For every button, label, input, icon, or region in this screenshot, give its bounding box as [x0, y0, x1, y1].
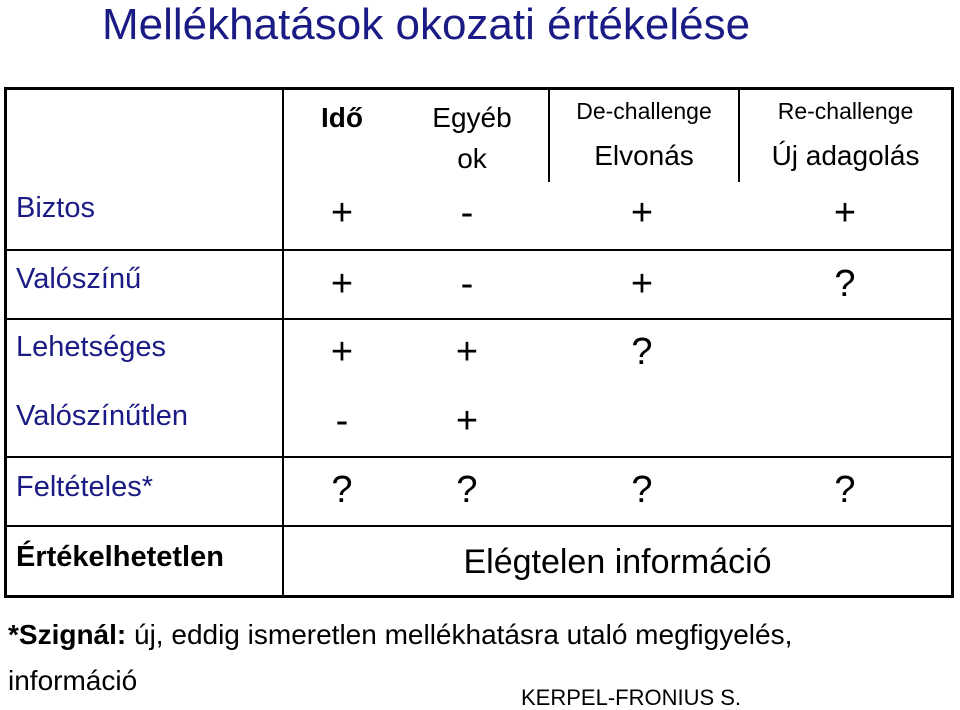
row-label-valoszinu: Valószínű: [16, 263, 142, 295]
footnote-line2: információ: [8, 665, 138, 696]
cell-valoszinu-rechallenge: ?: [834, 263, 856, 305]
header-egyeb-line1: Egyéb: [432, 102, 512, 133]
header-ido: Idő: [321, 102, 363, 133]
header-egyeb-line2: ok: [457, 143, 487, 174]
row-divider: [7, 525, 951, 527]
cell-valoszinutlen-ido: -: [335, 400, 349, 442]
row-divider: [7, 318, 951, 320]
cell-ertekelhetetlen-merged: Elégtelen információ: [463, 543, 772, 581]
cell-lehetseges-dechallenge: ?: [631, 331, 653, 373]
header-rechallenge-top: Re-challenge: [777, 98, 914, 124]
row-label-ertekelhetetlen: Értékelhetetlen: [16, 541, 224, 573]
cell-biztos-rechallenge: +: [833, 192, 857, 234]
row-label-lehetseges: Lehetséges: [16, 331, 166, 363]
cell-biztos-ido: +: [330, 192, 354, 234]
row-divider: [7, 456, 951, 458]
cell-biztos-egyeb: -: [460, 192, 474, 234]
cell-biztos-dechallenge: +: [630, 192, 654, 234]
cell-felteteles-rechallenge: ?: [834, 469, 856, 511]
footnote-line1: [8, 612, 958, 658]
row-label-felteteles: Feltételes*: [16, 471, 154, 503]
row-label-valoszinutlen: Valószínűtlen: [16, 400, 188, 432]
col-divider: [282, 90, 284, 595]
header-dechallenge-bottom: Elvonás: [594, 140, 694, 171]
footnote-prefix: *Szignál:: [8, 619, 127, 650]
page-title: Mellékhatások okozati értékelése: [102, 0, 751, 49]
causality-table: [4, 87, 954, 598]
cell-felteteles-dechallenge: ?: [631, 469, 653, 511]
header-rechallenge-bottom: Új adagolás: [771, 140, 920, 171]
cell-valoszinu-dechallenge: +: [630, 263, 654, 305]
row-label-biztos: Biztos: [16, 192, 95, 224]
header-dechallenge-top: De-challenge: [576, 98, 712, 124]
footnote: [8, 612, 958, 704]
author-credit: KERPEL-FRONIUS S.: [521, 685, 742, 710]
row-divider: [7, 249, 951, 251]
cell-valoszinu-ido: +: [330, 263, 354, 305]
footnote-text: új, eddig ismeretlen mellékhatásra utaló megfigyelés,: [126, 619, 793, 650]
cell-valoszinutlen-egyeb: +: [455, 400, 479, 442]
cell-felteteles-ido: ?: [331, 469, 353, 511]
cell-lehetseges-egyeb: +: [455, 331, 479, 373]
cell-felteteles-egyeb: ?: [456, 469, 478, 511]
cell-valoszinu-egyeb: -: [460, 263, 474, 305]
cell-lehetseges-ido: +: [330, 331, 354, 373]
